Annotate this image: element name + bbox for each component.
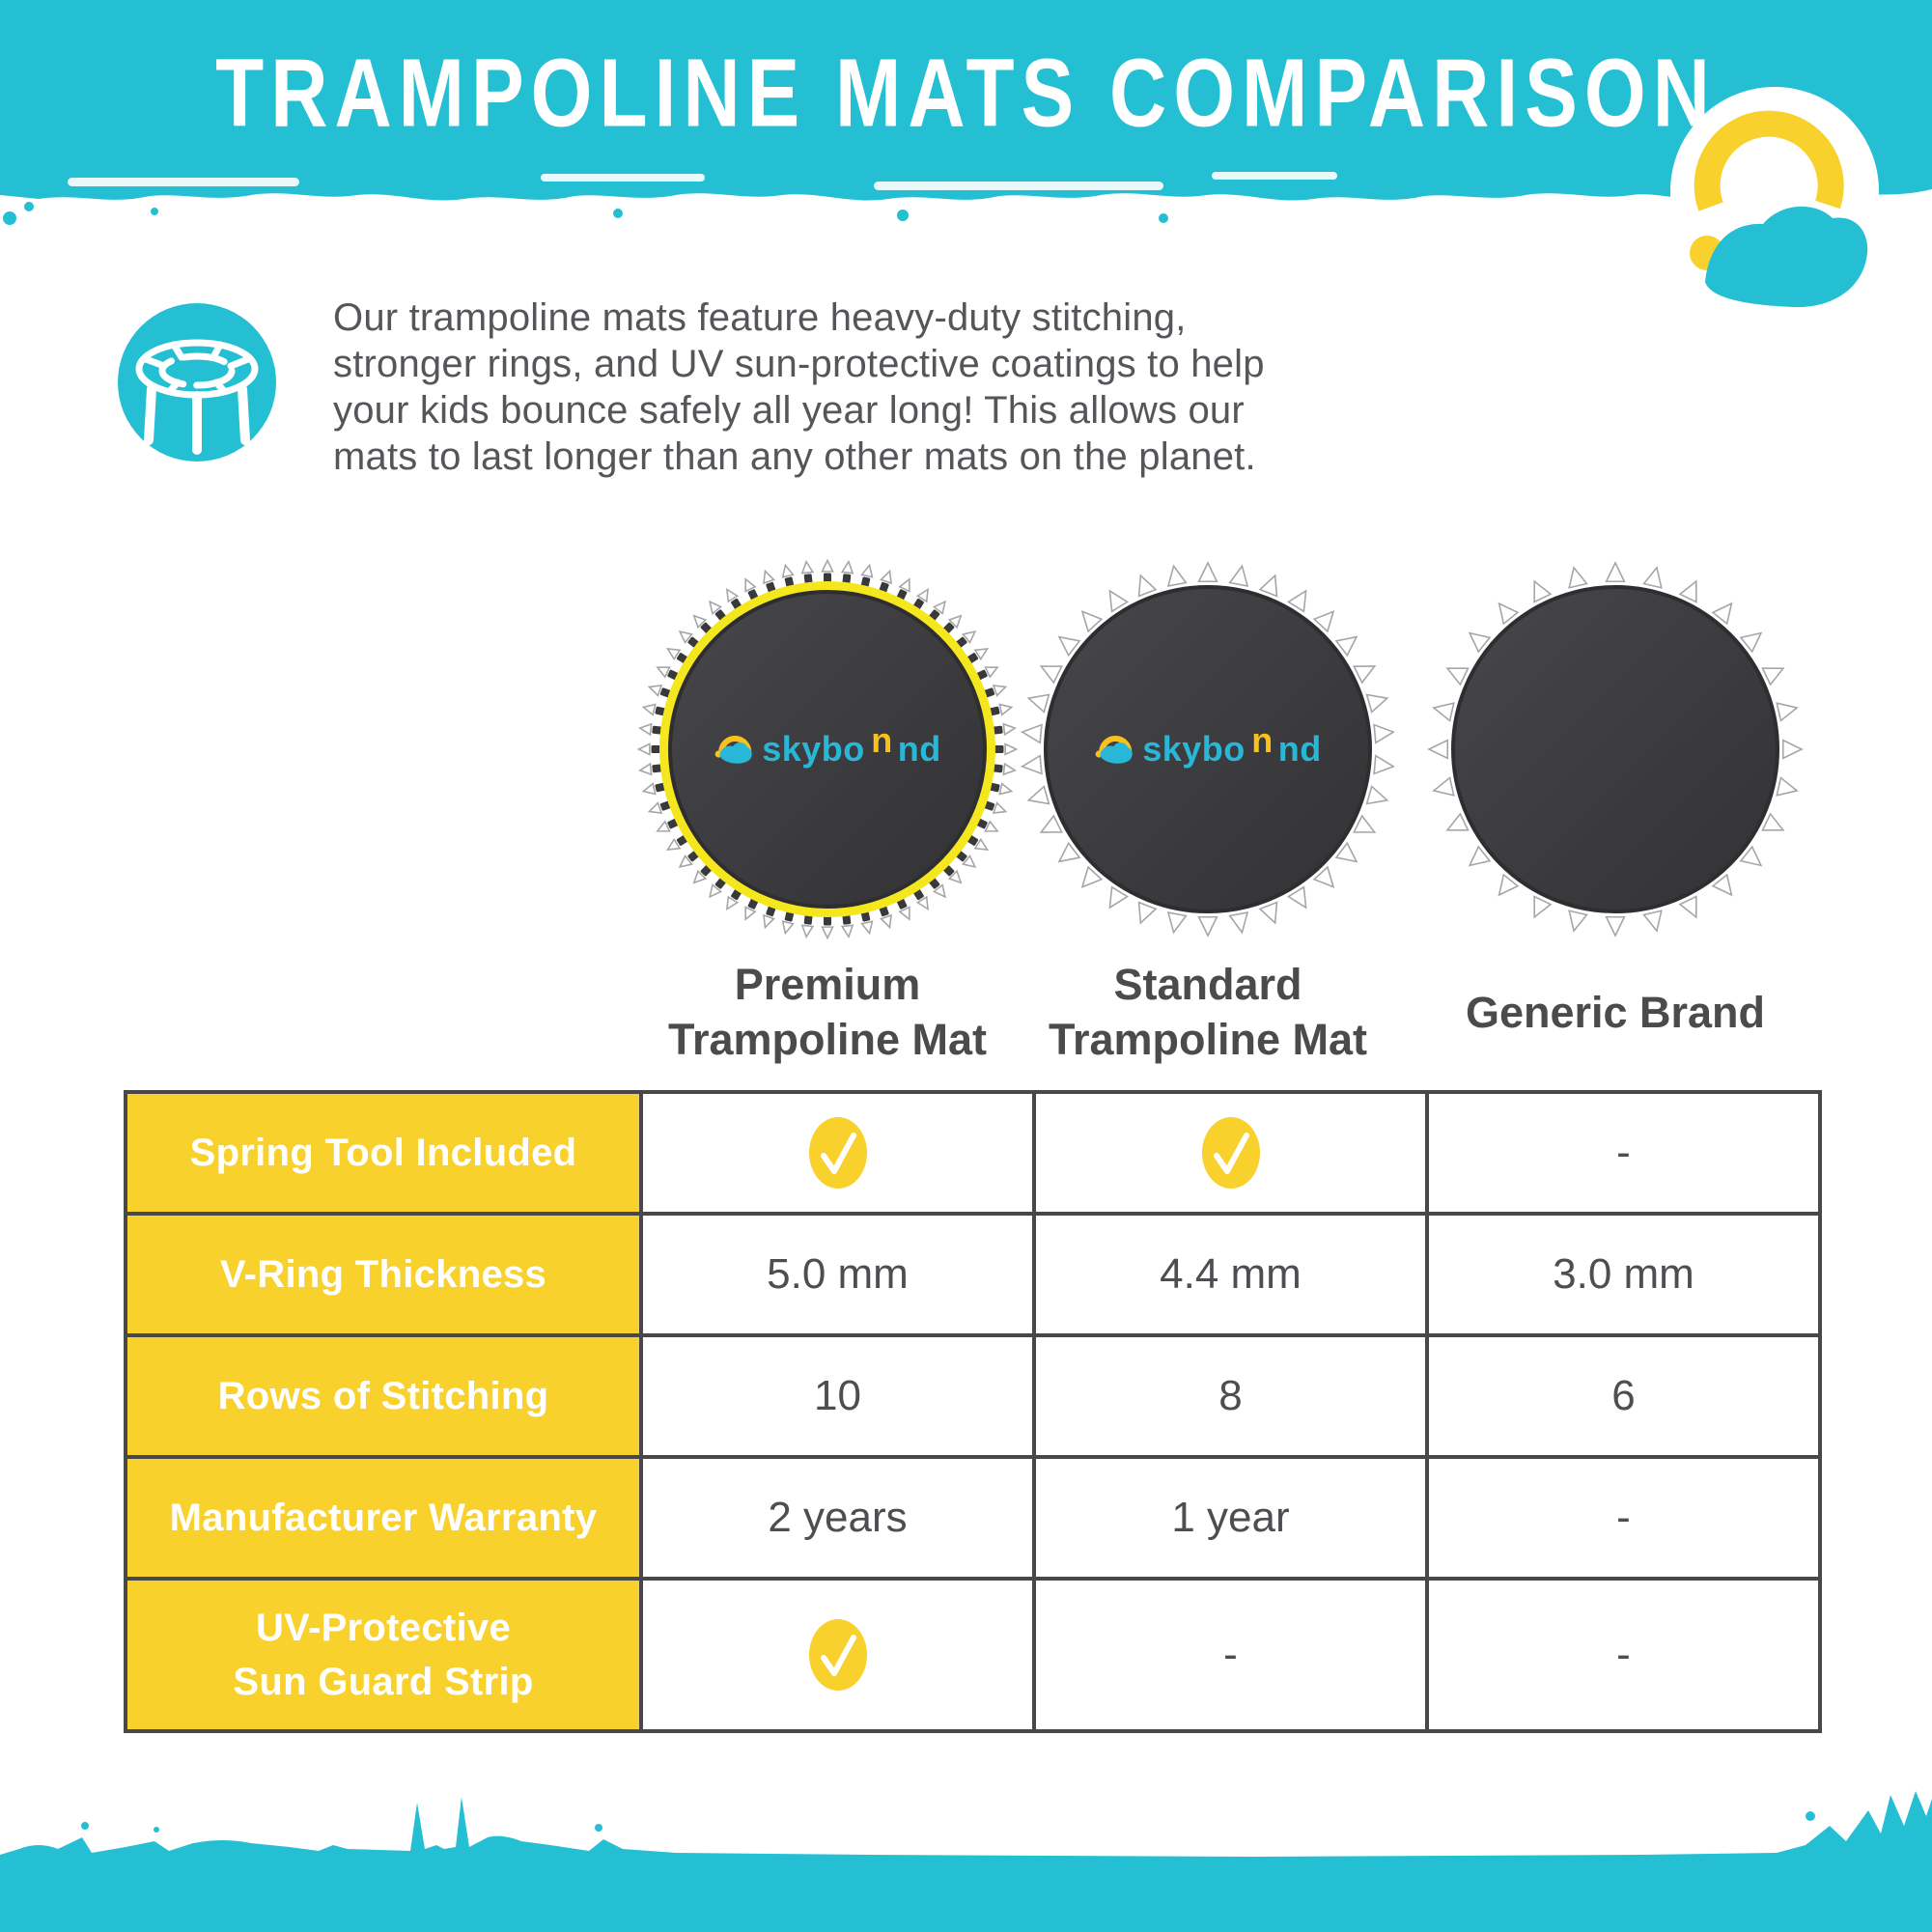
logo-text-start: skybo: [1142, 729, 1246, 769]
product-label-standard: Standard Trampoline Mat: [1048, 960, 1368, 1064]
logo-text-end: nd: [897, 729, 941, 769]
check-icon: [809, 1117, 867, 1189]
table-row: [126, 1214, 1820, 1335]
cell-value: 3.0 mm: [1427, 1214, 1820, 1335]
cell-check: [641, 1579, 1034, 1731]
cell-check: [641, 1092, 1034, 1214]
mat-image-generic: [1403, 537, 1828, 962]
cell-value: 2 years: [641, 1457, 1034, 1579]
cell-check: [1034, 1092, 1427, 1214]
table-row: [126, 1579, 1820, 1731]
logo-text-accent: u: [870, 726, 892, 766]
cell-value: -: [1427, 1579, 1820, 1731]
logo-text-end: nd: [1277, 729, 1322, 769]
trampoline-icon: [114, 295, 280, 469]
logo-text-start: skybo: [762, 729, 865, 769]
table-row: [126, 1335, 1820, 1457]
intro-text: Our trampoline mats feature heavy-duty stitching, stronger rings, and UV sun-protective coatings to help your kids bounce safely all year long! This allows our mats to last longer than any other mats on the planet.: [333, 296, 1265, 478]
skybound-logo: [714, 726, 941, 770]
row-label: Rows of Stitching: [126, 1335, 641, 1457]
mat-image-premium: [615, 537, 1040, 962]
cell-value: -: [1427, 1092, 1820, 1214]
footer-banner: [0, 1787, 1932, 1932]
skybound-sun-cloud-icon: [714, 730, 756, 769]
table-row: [126, 1092, 1820, 1214]
table-row: [126, 1457, 1820, 1579]
mat-image-standard: [995, 537, 1420, 962]
comparison-table: [124, 1090, 1822, 1733]
cell-value: -: [1427, 1457, 1820, 1579]
logo-text-accent: u: [1250, 726, 1273, 766]
product-label-premium: Premium Trampoline Mat: [667, 960, 988, 1064]
check-icon: [809, 1619, 867, 1691]
product-label-generic: Generic Brand: [1465, 987, 1766, 1037]
footer-paint-specks: [81, 1811, 1815, 1833]
footer-brush-band: [0, 1791, 1932, 1932]
row-label: V-Ring Thickness: [126, 1214, 641, 1335]
cell-value: 4.4 mm: [1034, 1214, 1427, 1335]
cell-value: 1 year: [1034, 1457, 1427, 1579]
row-label: Manufacturer Warranty: [126, 1457, 641, 1579]
cell-value: -: [1034, 1579, 1427, 1731]
row-label: Spring Tool Included: [126, 1092, 641, 1214]
check-icon: [1202, 1117, 1260, 1189]
cell-value: 5.0 mm: [641, 1214, 1034, 1335]
skybound-logo: [1094, 726, 1322, 770]
row-label: UV-Protective Sun Guard Strip: [126, 1579, 641, 1731]
page-title: TRAMPOLINE MATS COMPARISON: [215, 40, 1717, 148]
skybound-sun-cloud-icon: [1094, 730, 1136, 769]
cell-value: 6: [1427, 1335, 1820, 1457]
cell-value: 10: [641, 1335, 1034, 1457]
cell-value: 8: [1034, 1335, 1427, 1457]
